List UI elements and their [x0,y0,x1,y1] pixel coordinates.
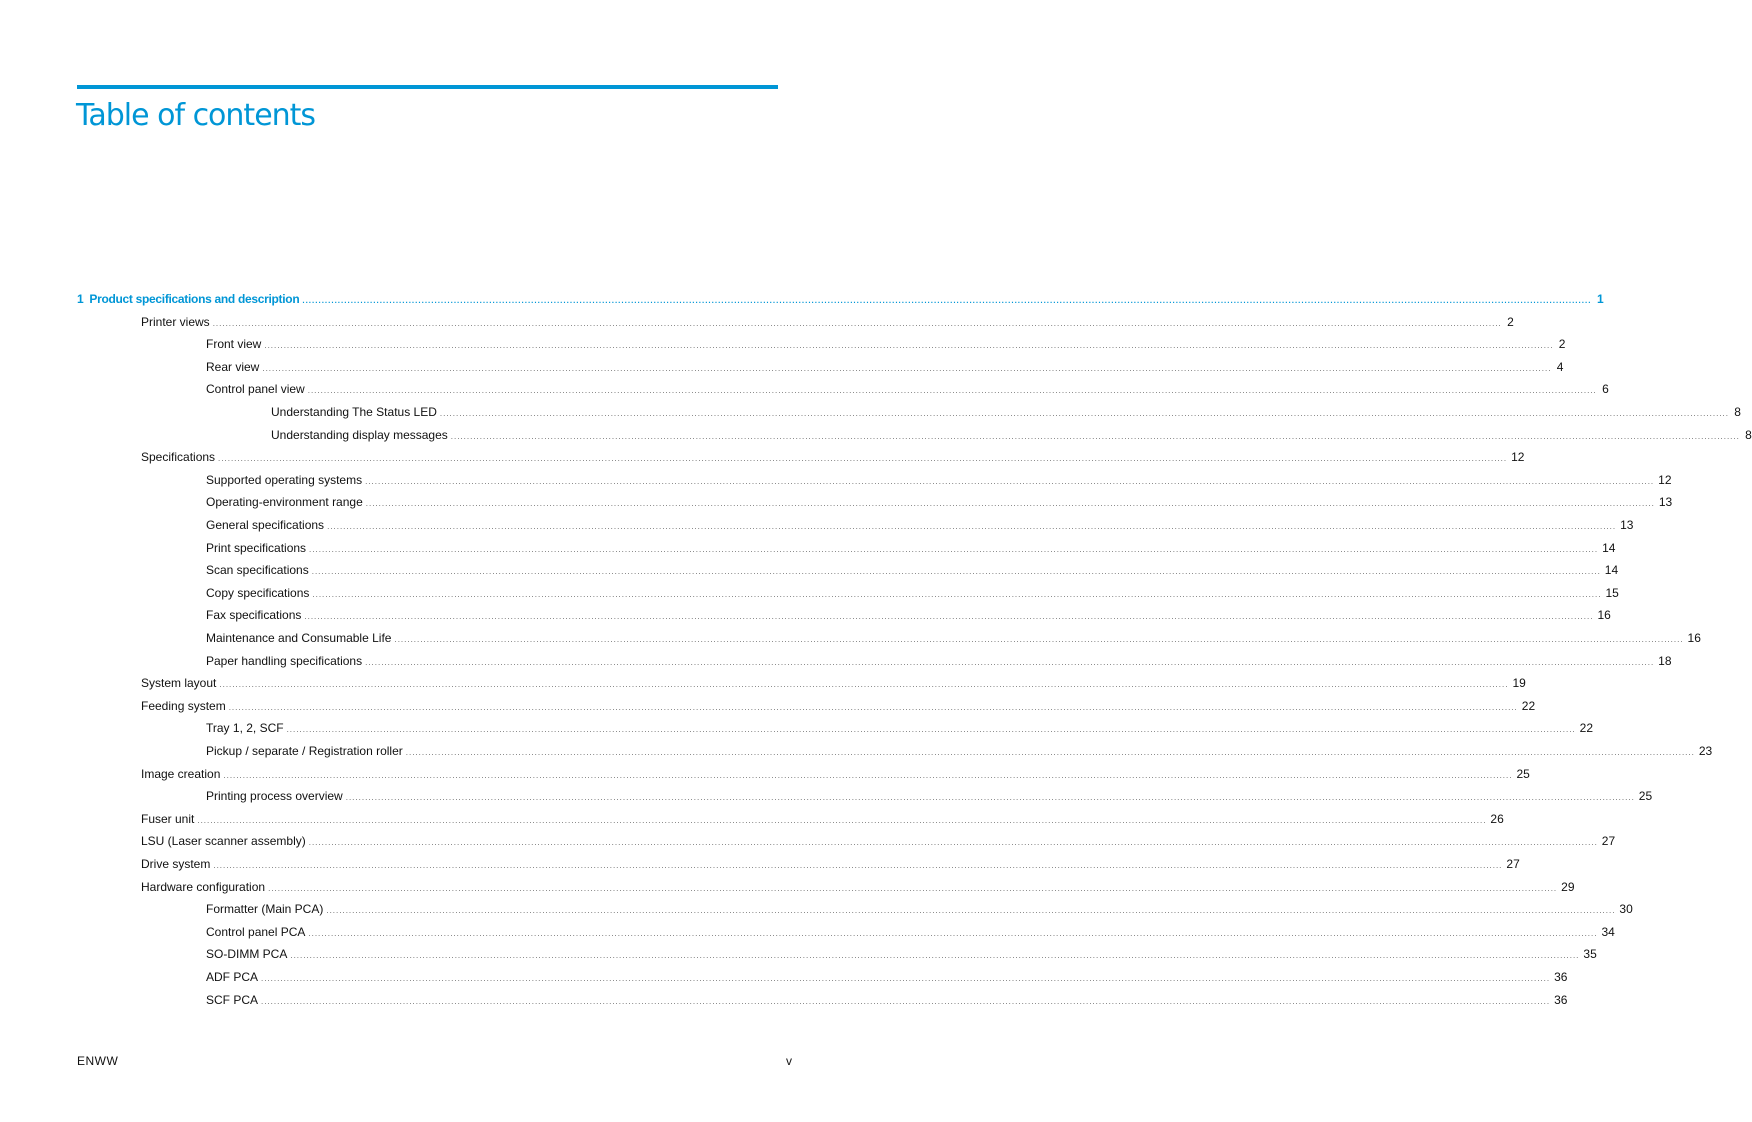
toc-dot-leader: ................................................................................................................................................................................................................................................................................................................................................................................................................ [212,318,1502,328]
toc-dot-leader: ................................................................................................................................................................................................................................................................................................................................................................................................................ [219,680,1509,690]
toc-dot-leader: ................................................................................................................................................................................................................................................................................................................................................................................................................ [218,454,1508,464]
toc-entry-title: Pickup / separate / Registration roller [206,744,403,758]
toc-dot-leader: ................................................................................................................................................................................................................................................................................................................................................................................................................ [304,612,1594,622]
toc-page-number: 30 [1619,902,1633,917]
toc-entry[interactable] [206,356,1564,378]
toc-page-number: 22 [1579,721,1593,736]
toc-dot-leader: ................................................................................................................................................................................................................................................................................................................................................................................................................ [309,544,1599,554]
toc-entry-title: SO-DIMM PCA [206,947,288,962]
toc-dot-leader: ................................................................................................................................................................................................................................................................................................................................................................................................................ [365,657,1655,667]
toc-dot-leader: ................................................................................................................................................................................................................................................................................................................................................................................................................ [311,567,1601,577]
toc-entry[interactable] [141,446,1525,468]
toc-entry[interactable] [206,966,1568,988]
toc-page-number: 35 [1583,947,1597,962]
toc-dot-leader: ................................................................................................................................................................................................................................................................................................................................................................................................................ [290,951,1580,961]
toc-page-number: 19 [1512,676,1526,691]
toc-entry-title: Copy specifications [206,585,310,600]
footer-left-label: ENWW [77,1054,119,1068]
toc-entry-title: Image creation [141,766,221,781]
toc-entry[interactable] [206,898,1633,920]
toc-entry-title: General specifications [206,518,325,532]
toc-dot-leader: ................................................................................................................................................................................................................................................................................................................................................................................................................ [197,815,1487,825]
toc-entry[interactable] [206,491,1673,513]
toc-page-number: 15 [1605,585,1619,600]
toc-page-number: 22 [1521,698,1536,713]
toc-entry-title: ADF PCA [206,970,259,984]
toc-entry[interactable] [206,604,1611,626]
toc-entry-title: Scan specifications [206,563,309,578]
toc-page-number: 36 [1554,970,1568,984]
toc-page-number: 2 [1558,337,1566,352]
toc-page-number: 23 [1698,744,1713,758]
toc-chapter-entry[interactable] [77,288,1604,310]
toc-page-number: 16 [1687,631,1701,645]
toc-entry-title: System layout [141,676,217,691]
toc-dot-leader: ................................................................................................................................................................................................................................................................................................................................................................................................................ [308,928,1598,938]
toc-page-number: 34 [1601,924,1615,939]
toc-dot-leader: ................................................................................................................................................................................................................................................................................................................................................................................................................ [261,996,1551,1006]
toc-chapter-number: 1 [77,292,84,306]
toc-entry[interactable] [206,378,1609,400]
toc-entry[interactable] [271,424,1752,446]
toc-entry[interactable] [141,763,1530,785]
toc-page-number: 12 [1658,472,1672,487]
toc-entry[interactable] [271,401,1741,423]
toc-dot-leader: ................................................................................................................................................................................................................................................................................................................................................................................................................ [213,861,1503,870]
toc-entry[interactable] [206,627,1701,649]
toc-dot-leader: ................................................................................................................................................................................................................................................................................................................................................................................................................ [307,386,1597,396]
toc-entry[interactable] [206,333,1566,355]
toc-page-number: 16 [1597,608,1611,623]
toc-entry-title: Printing process overview [206,789,343,804]
toc-entry[interactable] [206,785,1653,807]
toc-page-number: 25 [1638,789,1653,804]
toc-entry[interactable] [206,717,1593,739]
toc-entry-title: Printer views [141,314,210,329]
toc-entry[interactable] [141,672,1526,694]
toc-dot-leader: ................................................................................................................................................................................................................................................................................................................................................................................................................ [450,431,1740,441]
toc-page-number: 13 [1620,518,1634,532]
toc-entry-title: Paper handling specifications [206,653,363,668]
toc-entry[interactable] [141,808,1504,830]
toc-entry-title: Product specifications and description [89,292,300,306]
toc-page-number: 26 [1490,811,1504,826]
toc-entry-title: Supported operating systems [206,472,363,487]
toc-dot-leader: ................................................................................................................................................................................................................................................................................................................................................................................................................ [365,476,1655,486]
toc-entry[interactable] [141,695,1536,717]
toc-page-number: 14 [1602,540,1616,555]
toc-dot-leader: ................................................................................................................................................................................................................................................................................................................................................................................................................ [345,793,1635,803]
toc-page-number: 4 [1556,359,1564,374]
toc-page-number: 27 [1506,857,1520,871]
toc-entry-title: Feeding system [141,698,226,713]
toc-entry-title: Control panel PCA [206,924,306,939]
toc-entry[interactable] [206,921,1615,943]
toc-page-number: 6 [1602,382,1609,397]
toc-entry[interactable] [206,989,1568,1011]
toc-entry[interactable] [206,469,1672,491]
toc-page-number: 13 [1658,495,1673,510]
toc-dot-leader: ................................................................................................................................................................................................................................................................................................................................................................................................................ [327,522,1617,531]
toc-entry[interactable] [206,943,1597,965]
toc-page-number: 1 [1597,292,1604,306]
toc-dot-leader: ................................................................................................................................................................................................................................................................................................................................................................................................................ [302,296,1592,305]
footer-page-number: v [786,1054,792,1068]
toc-entry[interactable] [141,311,1514,333]
toc-page-number: 2 [1507,314,1514,329]
title-rule [77,85,778,89]
toc-dot-leader: ................................................................................................................................................................................................................................................................................................................................................................................................................ [365,499,1655,509]
toc-dot-leader: ................................................................................................................................................................................................................................................................................................................................................................................................................ [264,341,1554,351]
toc-dot-leader: ................................................................................................................................................................................................................................................................................................................................................................................................................ [394,635,1684,644]
toc-entry-title: Tray 1, 2, SCF [206,721,284,736]
toc-entry-title: Specifications [141,450,216,465]
toc-entry-title: Understanding display messages [271,427,448,442]
toc-page-number: 8 [1734,405,1741,419]
toc-entry-title: Understanding The Status LED [271,405,437,419]
toc-dot-leader: ................................................................................................................................................................................................................................................................................................................................................................................................................ [439,409,1729,418]
toc-page-number: 18 [1658,653,1672,668]
toc-dot-leader: ................................................................................................................................................................................................................................................................................................................................................................................................................ [286,725,1576,735]
toc-page-number: 29 [1561,879,1575,894]
toc-dot-leader: ................................................................................................................................................................................................................................................................................................................................................................................................................ [312,589,1602,599]
toc-entry[interactable] [141,876,1575,898]
toc-entry[interactable] [206,650,1672,672]
toc-entry[interactable] [206,582,1619,604]
toc-entry-title: Hardware configuration [141,879,266,894]
toc-dot-leader: ................................................................................................................................................................................................................................................................................................................................................................................................................ [223,770,1513,780]
toc-dot-leader: ................................................................................................................................................................................................................................................................................................................................................................................................................ [228,702,1518,712]
toc-dot-leader: ................................................................................................................................................................................................................................................................................................................................................................................................................ [262,363,1552,373]
toc-entry[interactable] [206,537,1616,559]
toc-page-number: 12 [1511,450,1525,465]
toc-entry-title: Fax specifications [206,608,302,623]
toc-dot-leader: ................................................................................................................................................................................................................................................................................................................................................................................................................ [326,906,1616,916]
toc-entry[interactable] [206,514,1634,536]
toc-entry[interactable] [206,740,1713,762]
toc-entry-title: Formatter (Main PCA) [206,902,324,917]
page-title: Table of contents [76,98,316,133]
toc-entry-title: Fuser unit [141,811,195,826]
toc-entry-title: SCF PCA [206,992,259,1007]
toc-page-number: 25 [1516,766,1530,781]
toc-dot-leader: ................................................................................................................................................................................................................................................................................................................................................................................................................ [261,974,1551,983]
toc-dot-leader: ................................................................................................................................................................................................................................................................................................................................................................................................................ [405,748,1695,757]
toc-entry-title: Control panel view [206,382,305,397]
toc-page-number: 27 [1601,834,1616,849]
toc-dot-leader: ................................................................................................................................................................................................................................................................................................................................................................................................................ [268,883,1558,893]
toc-entry-title: LSU (Laser scanner assembly) [141,834,306,849]
toc-page-number: 36 [1554,992,1568,1007]
toc-dot-leader: ................................................................................................................................................................................................................................................................................................................................................................................................................ [308,838,1598,848]
toc-entry-title: Print specifications [206,540,307,555]
toc-entry-title: Maintenance and Consumable Life [206,631,392,645]
toc-entry[interactable] [206,559,1619,581]
toc-entry-title: Rear view [206,359,260,374]
toc-entry-title: Drive system [141,857,211,871]
toc-page-number: 14 [1604,563,1619,578]
toc-page-number: 8 [1745,427,1752,442]
toc-entry[interactable] [141,830,1616,852]
toc-entry-title: Operating-environment range [206,495,363,510]
toc-entry-title: Front view [206,337,262,352]
toc-entry[interactable] [141,853,1520,875]
